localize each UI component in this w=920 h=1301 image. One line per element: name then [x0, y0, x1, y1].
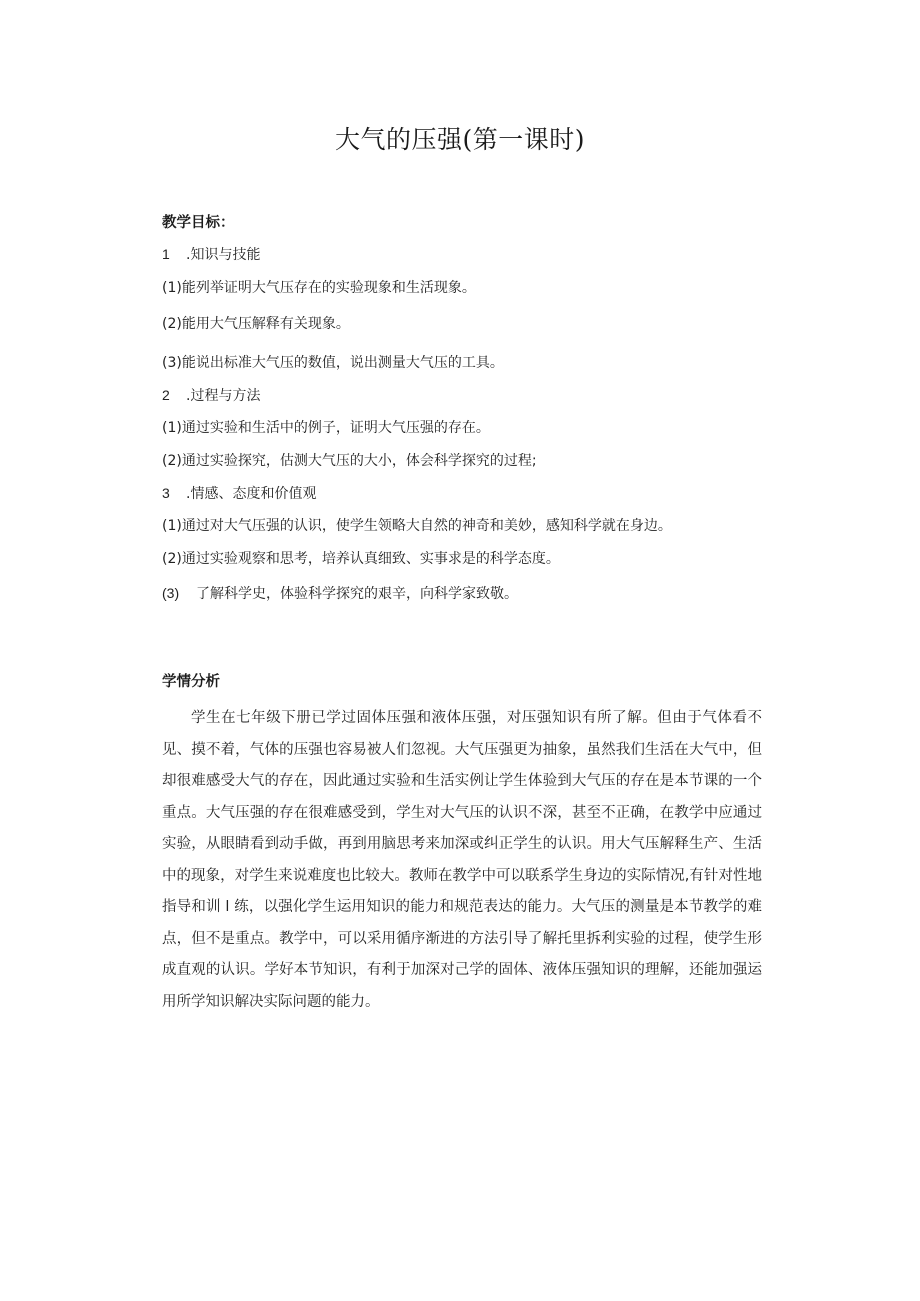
section-2-item-1: (1)通过实验和生活中的例子，证明大气压强的存在。 — [162, 420, 490, 436]
section-2-number: 2 — [162, 387, 170, 403]
page-title: 大气的压强(第一课时) — [334, 125, 585, 154]
section-1-item-3: (3)能说出标准大气压的数值，说出测量大气压的工具。 — [162, 355, 504, 371]
section-3-label: .情感、态度和价值观 — [186, 486, 317, 502]
section-3-item-3 — [162, 583, 518, 603]
analysis-paragraph: 学生在七年级下册已学过固体压强和液体压强，对压强知识有所了解。但由于气体看不见、摸不着，气体的压强也容易被人们忽视。大气压强更为抽象，虽然我们生活在大气中，但却很难感受大气的存在，因此通过实验和生活实例让学生体验到大气压的存在是本节课的一个重点。大气压强的存在很难感受到，学生对大气压的认识不深，甚至不正确，在教学中应通过实验，从眼睛看到动手做，再到用脑思考来加深或纠正学生的认识。用大气压解释生产、生活中的现象，对学生来说难度也比较大。教师在教学中可以联系学生身边的实际情况,有针对性地指导和训 l 练，以强化学生运用知识的能力和规范表达的能力。大气压的测量是本节教学的难点，但不是重点。教学中，可以采用循序渐进的方法引导了解托里拆利实验的过程，使学生形成直观的认识。学好本节知识，有利于加深对己学的固体、液体压强知识的理解，还能加强运用所学知识解决实际问题的能力。 — [162, 710, 762, 1010]
section-1-item-2: (2)能用大气压解释有关现象。 — [162, 316, 350, 332]
section-3-item-3-text: 了解科学史，体验科学探究的艰辛，向科学家致敬。 — [196, 586, 518, 602]
section-3-header — [162, 483, 316, 503]
section-3-item-3-number: (3) — [162, 585, 180, 601]
section-1-header — [162, 244, 260, 264]
section-2-label: .过程与方法 — [186, 388, 261, 404]
section-3-item-2: (2)通过实验观察和思考，培养认真细致、实事求是的科学态度。 — [162, 551, 560, 567]
analysis-heading: 学情分析 — [162, 674, 220, 690]
section-1-label: .知识与技能 — [186, 247, 261, 263]
section-1-number: 1 — [162, 246, 170, 262]
section-3-number: 3 — [162, 485, 170, 501]
section-1-item-1: (1)能列举证明大气压存在的实验现象和生活现象。 — [162, 280, 476, 296]
objectives-heading: 教学目标： — [162, 215, 235, 231]
section-2-header — [162, 385, 260, 405]
section-2-item-2: (2)通过实验探究，估测大气压的大小，体会科学探究的过程; — [162, 453, 537, 469]
section-3-item-1: (1)通过对大气压强的认识，使学生领略大自然的神奇和美妙，感知科学就在身边。 — [162, 518, 672, 534]
